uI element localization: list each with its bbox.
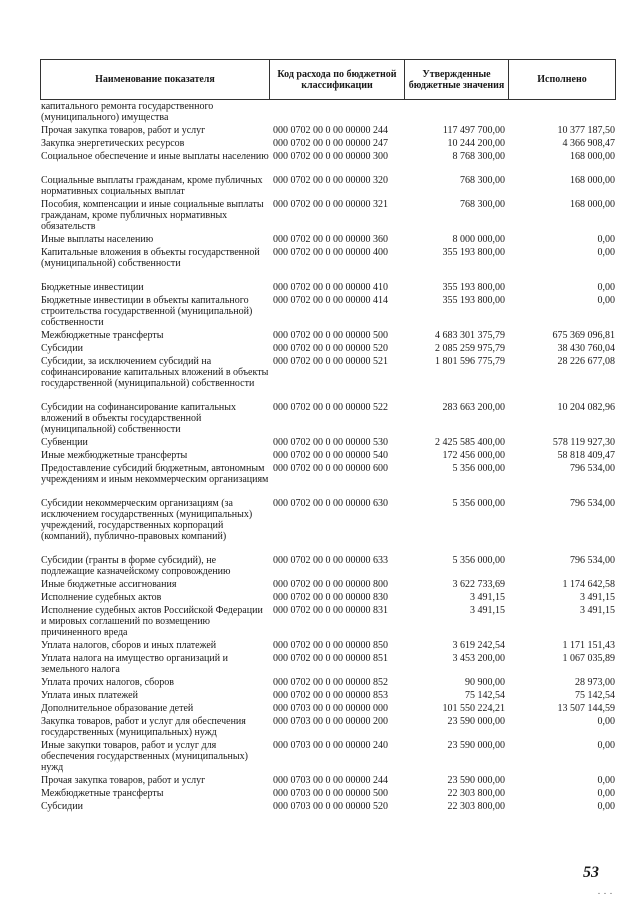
- row-approved: 172 456 000,00: [442, 450, 505, 461]
- table-row: [40, 498, 620, 555]
- row-code: 000 0702 00 0 00 00000 522: [273, 402, 388, 413]
- row-name: Уплата прочих налогов, сборов: [41, 677, 174, 688]
- row-code: 000 0702 00 0 00 00000 244: [273, 125, 388, 136]
- table-row: [40, 402, 620, 437]
- table-row: [40, 677, 620, 690]
- row-name: Закупка товаров, работ и услуг для обеспечения государственных (муниципальных) нужд: [41, 716, 246, 738]
- table-row: [40, 740, 620, 775]
- table-row: [40, 330, 620, 343]
- row-approved: 283 663 200,00: [442, 402, 505, 413]
- row-name: Субсидии на софинансирование капитальных вложений в объекты государственной (муниципальной) собственности: [41, 402, 236, 435]
- table-row: [40, 716, 620, 740]
- row-name: Прочая закупка товаров, работ и услуг: [41, 775, 206, 786]
- row-done: 4 366 908,47: [562, 138, 615, 149]
- table-row: [40, 151, 620, 175]
- table-row: [40, 343, 620, 356]
- row-approved: 10 244 200,00: [447, 138, 505, 149]
- row-name: Иные межбюджетные трансферты: [41, 450, 188, 461]
- row-done: 1 171 151,43: [562, 640, 615, 651]
- row-done: 168 000,00: [570, 175, 615, 186]
- row-code: 000 0702 00 0 00 00000 850: [273, 640, 388, 651]
- row-approved: 23 590 000,00: [447, 740, 505, 751]
- row-done: 13 507 144,59: [557, 703, 615, 714]
- row-approved: 22 303 800,00: [447, 801, 505, 812]
- row-code: 000 0702 00 0 00 00000 853: [273, 690, 388, 701]
- row-done: 0,00: [597, 801, 615, 812]
- row-approved: 3 491,15: [470, 605, 505, 616]
- row-approved: 75 142,54: [465, 690, 505, 701]
- row-name: Предоставление субсидий бюджетным, автономным учреждениям и иным некоммерческим организациям: [41, 463, 269, 485]
- row-name: капитального ремонта государственного (муниципального) имущества: [41, 101, 214, 123]
- row-name: Пособия, компенсации и иные социальные выплаты гражданам, кроме публичных нормативных обязательств: [41, 199, 264, 232]
- header-code: Код расхода по бюджетной классификации: [277, 68, 397, 91]
- row-approved: 90 900,00: [465, 677, 505, 688]
- row-approved: 23 590 000,00: [447, 775, 505, 786]
- row-code: 000 0702 00 0 00 00000 831: [273, 605, 388, 616]
- row-name: Уплата налогов, сборов и иных платежей: [41, 640, 217, 651]
- table-row: [40, 592, 620, 605]
- row-approved: 8 768 300,00: [452, 151, 505, 162]
- row-done: 675 369 096,81: [552, 330, 615, 341]
- header-name: Наименование показателя: [95, 74, 215, 85]
- row-done: 10 204 082,96: [557, 402, 615, 413]
- row-approved: 355 193 800,00: [442, 282, 505, 293]
- table-row: [40, 690, 620, 703]
- row-done: 0,00: [597, 775, 615, 786]
- row-name: Уплата налога на имущество организаций и земельного налога: [41, 653, 228, 675]
- table-row: [40, 356, 620, 402]
- row-name: Субсидии (гранты в форме субсидий), не подлежащие казначейскому сопровождению: [41, 555, 231, 577]
- row-name: Исполнение судебных актов: [41, 592, 162, 603]
- row-code: 000 0703 00 0 00 00000 244: [273, 775, 388, 786]
- row-code: 000 0702 00 0 00 00000 600: [273, 463, 388, 474]
- row-approved: 101 550 224,21: [442, 703, 505, 714]
- row-done: [505, 101, 615, 125]
- table-row: [40, 801, 620, 814]
- footer-mark: ・・・: [596, 892, 615, 898]
- table-row: [40, 125, 620, 138]
- row-name: Уплата иных платежей: [41, 690, 138, 701]
- row-code: [270, 101, 400, 125]
- row-code: 000 0702 00 0 00 00000 530: [273, 437, 388, 448]
- row-name: Иные бюджетные ассигнования: [41, 579, 177, 590]
- row-done: 75 142,54: [575, 690, 615, 701]
- row-approved: 22 303 800,00: [447, 788, 505, 799]
- row-approved: 3 619 242,54: [452, 640, 505, 651]
- table-row: [40, 579, 620, 592]
- row-done: 10 377 187,50: [557, 125, 615, 136]
- table-row: [40, 703, 620, 716]
- row-approved: 4 683 301 375,79: [435, 330, 505, 341]
- row-name: Бюджетные инвестиции в объекты капитального строительства государственной (муниципальной) собственности: [41, 295, 253, 328]
- table-row: [40, 199, 620, 234]
- row-code: 000 0702 00 0 00 00000 800: [273, 579, 388, 590]
- row-approved: 5 356 000,00: [452, 498, 505, 509]
- row-code: 000 0702 00 0 00 00000 414: [273, 295, 388, 306]
- row-code: 000 0702 00 0 00 00000 400: [273, 247, 388, 258]
- table-row: [40, 247, 620, 282]
- row-approved: 3 453 200,00: [452, 653, 505, 664]
- row-done: 1 174 642,58: [562, 579, 615, 590]
- row-approved: 8 000 000,00: [452, 234, 505, 245]
- header-done: Исполнено: [537, 74, 587, 85]
- row-done: 38 430 760,04: [557, 343, 615, 354]
- row-name: Бюджетные инвестиции: [41, 282, 144, 293]
- row-name: Иные выплаты населению: [41, 234, 154, 245]
- row-done: 796 534,00: [570, 498, 615, 509]
- row-approved: 768 300,00: [460, 175, 505, 186]
- row-name: Капитальные вложения в объекты государственной (муниципальной) собственности: [41, 247, 260, 269]
- row-approved: 3 491,15: [470, 592, 505, 603]
- row-done: 578 119 927,30: [552, 437, 615, 448]
- row-name: Социальное обеспечение и иные выплаты населению: [41, 151, 269, 162]
- row-code: 000 0702 00 0 00 00000 300: [273, 151, 388, 162]
- row-code: 000 0702 00 0 00 00000 851: [273, 653, 388, 664]
- row-code: 000 0702 00 0 00 00000 630: [273, 498, 388, 509]
- row-done: 3 491,15: [580, 605, 615, 616]
- row-code: 000 0702 00 0 00 00000 360: [273, 234, 388, 245]
- row-approved: 2 085 259 975,79: [435, 343, 505, 354]
- row-code: 000 0702 00 0 00 00000 247: [273, 138, 388, 149]
- row-approved: 768 300,00: [460, 199, 505, 210]
- table-row: [40, 234, 620, 247]
- row-approved: [400, 101, 505, 125]
- row-done: 1 067 035,89: [562, 653, 615, 664]
- row-name: Субсидии некоммерческим организациям (за исключением государственных (муниципальных) учреждений, государственных корпораций (компаний), публично-правовых компаний): [41, 498, 253, 542]
- row-done: 168 000,00: [570, 199, 615, 210]
- row-code: 000 0703 00 0 00 00000 200: [273, 716, 388, 727]
- row-done: 168 000,00: [570, 151, 615, 162]
- row-name: Субсидии, за исключением субсидий на софинансирование капитальных вложений в объекты государственной (муниципальной) собственности: [41, 356, 269, 389]
- row-name: Исполнение судебных актов Российской Федерации и мировых соглашений по возмещению причиненного вреда: [41, 605, 263, 638]
- row-code: 000 0702 00 0 00 00000 520: [273, 343, 388, 354]
- header-approved: Утвержденные бюджетные значения: [408, 68, 505, 91]
- row-done: 28 973,00: [575, 677, 615, 688]
- table-row: [40, 101, 620, 125]
- row-done: 3 491,15: [580, 592, 615, 603]
- table-row: [40, 175, 620, 199]
- row-done: 796 534,00: [570, 555, 615, 566]
- row-code: 000 0703 00 0 00 00000 240: [273, 740, 388, 751]
- row-name: Социальные выплаты гражданам, кроме публичных нормативных социальных выплат: [41, 175, 263, 197]
- table-row: [40, 788, 620, 801]
- row-name: Межбюджетные трансферты: [41, 330, 164, 341]
- row-approved: 5 356 000,00: [452, 555, 505, 566]
- row-code: 000 0702 00 0 00 00000 500: [273, 330, 388, 341]
- row-name: Субсидии: [41, 801, 83, 812]
- row-name: Межбюджетные трансферты: [41, 788, 164, 799]
- table-row: [40, 463, 620, 498]
- row-done: 28 226 677,08: [557, 356, 615, 367]
- row-done: 0,00: [597, 788, 615, 799]
- row-approved: 2 425 585 400,00: [435, 437, 505, 448]
- row-approved: 1 801 596 775,79: [435, 356, 505, 367]
- row-code: 000 0703 00 0 00 00000 500: [273, 788, 388, 799]
- row-approved: 5 356 000,00: [452, 463, 505, 474]
- row-name: Иные закупки товаров, работ и услуг для обеспечения государственных (муниципальных) нужд: [41, 740, 248, 773]
- row-approved: 355 193 800,00: [442, 295, 505, 306]
- row-code: 000 0702 00 0 00 00000 830: [273, 592, 388, 603]
- row-code: 000 0702 00 0 00 00000 521: [273, 356, 388, 367]
- row-approved: 117 497 700,00: [442, 125, 505, 136]
- row-name: Прочая закупка товаров, работ и услуг: [41, 125, 206, 136]
- table-row: [40, 295, 620, 330]
- row-name: Субвенции: [41, 437, 88, 448]
- row-code: 000 0702 00 0 00 00000 633: [273, 555, 388, 566]
- table-header: [40, 59, 616, 100]
- row-code: 000 0703 00 0 00 00000 000: [273, 703, 388, 714]
- row-done: 58 818 409,47: [557, 450, 615, 461]
- row-approved: 23 590 000,00: [447, 716, 505, 727]
- row-code: 000 0702 00 0 00 00000 410: [273, 282, 388, 293]
- row-name: Закупка энергетических ресурсов: [41, 138, 185, 149]
- row-done: 0,00: [597, 234, 615, 245]
- row-done: 0,00: [597, 295, 615, 306]
- table-row: [40, 437, 620, 450]
- page-number: 53: [583, 864, 599, 881]
- row-approved: 3 622 733,69: [452, 579, 505, 590]
- table-body: [40, 101, 620, 814]
- table-row: [40, 640, 620, 653]
- table-row: [40, 138, 620, 151]
- row-done: 0,00: [597, 716, 615, 727]
- row-code: 000 0703 00 0 00 00000 520: [273, 801, 388, 812]
- table-row: [40, 605, 620, 640]
- row-name: Дополнительное образование детей: [41, 703, 194, 714]
- table-row: [40, 282, 620, 295]
- table-row: [40, 555, 620, 579]
- row-done: 0,00: [597, 740, 615, 751]
- row-done: 0,00: [597, 282, 615, 293]
- row-done: 796 534,00: [570, 463, 615, 474]
- row-approved: 355 193 800,00: [442, 247, 505, 258]
- table-row: [40, 450, 620, 463]
- table-row: [40, 775, 620, 788]
- row-code: 000 0702 00 0 00 00000 320: [273, 175, 388, 186]
- row-code: 000 0702 00 0 00 00000 540: [273, 450, 388, 461]
- row-code: 000 0702 00 0 00 00000 321: [273, 199, 388, 210]
- row-code: 000 0702 00 0 00 00000 852: [273, 677, 388, 688]
- row-name: Субсидии: [41, 343, 83, 354]
- row-done: 0,00: [597, 247, 615, 258]
- table-row: [40, 653, 620, 677]
